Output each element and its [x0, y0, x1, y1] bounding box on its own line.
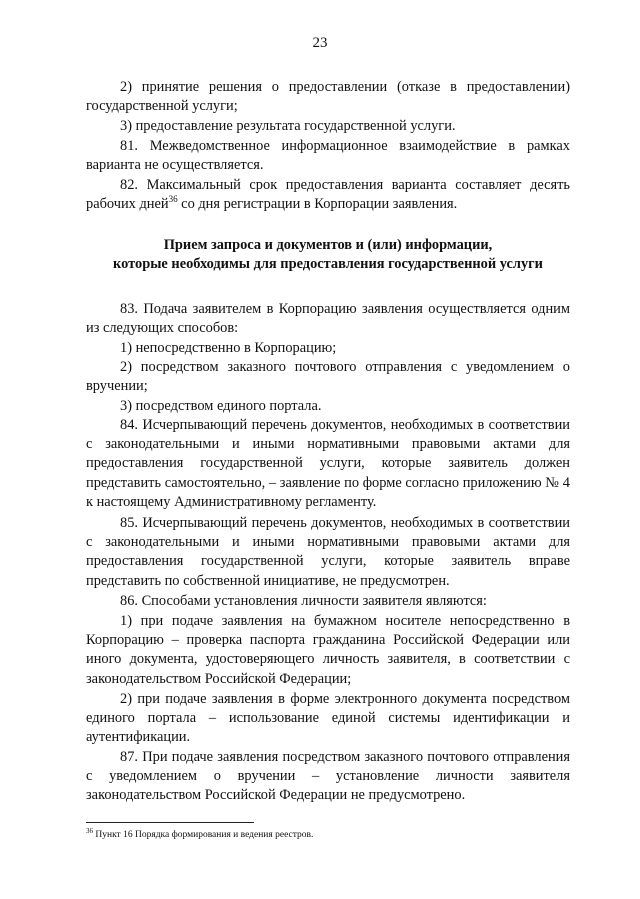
paragraph-86: 86. Способами установления личности заявителя являются: — [120, 593, 487, 609]
footnote — [86, 826, 570, 841]
footnote-divider — [86, 822, 254, 823]
paragraph-identity-2: 2) при подаче заявления в форме электронного документа посредством единого портала – использование единой системы идентификации и аутентификации. — [86, 691, 570, 746]
paragraph-83: 83. Подача заявителем в Корпорацию заявления осуществляется одним из следующих способов: — [86, 301, 570, 337]
section-heading-line-1: Прием запроса и документов и (или) информации, — [163, 237, 493, 253]
paragraph-85: 85. Исчерпывающий перечень документов, необходимых в соответствии с законодательными и иными нормативными правовыми актами для предоставления государственной услуги, которые заявитель вправе представить по собственной инициативе, не предусмотрен. — [86, 515, 570, 589]
footnote-text: Пункт 16 Порядка формирования и ведения реестров. — [93, 830, 314, 840]
paragraph-82-text-end: со дня регистрации в Корпорации заявления. — [177, 196, 458, 213]
paragraph-82-text: 82. Максимальный срок предоставления варианта составляет десять рабочих дней — [86, 177, 570, 213]
paragraph-82 — [86, 176, 570, 214]
footnote-number: 36 — [86, 826, 93, 835]
section-heading — [86, 236, 570, 274]
paragraph-method-3: 3) посредством единого портала. — [120, 398, 322, 414]
paragraph-84: 84. Исчерпывающий перечень документов, необходимых в соответствии с законодательными и иными нормативными правовыми актами для предоставления государственной услуги, которые заявитель должен представить самостоятельно, – заявление по форме согласно приложению № 4 к настоящему Административному регламенту. — [86, 417, 570, 510]
page-number: 23 — [312, 35, 328, 51]
paragraph-81: 81. Межведомственное информационное взаимодействие в рамках варианта не осуществляется. — [86, 138, 570, 174]
paragraph-identity-1: 1) при подаче заявления на бумажном носителе непосредственно в Корпорацию – проверка паспорта гражданина Российской Федерации или иного документа, удостоверяющего личность заявителя, в соответствии с законодательством Российской Федерации; — [86, 613, 570, 687]
paragraph-method-1: 1) непосредственно в Корпорацию; — [120, 340, 337, 356]
paragraph-decision: 2) принятие решения о предоставлении (отказе в предоставлении) государственной услуги; — [86, 79, 570, 115]
paragraph-method-2: 2) посредством заказного почтового отправления с уведомлением о вручении; — [86, 359, 570, 395]
paragraph-87: 87. При подаче заявления посредством заказного почтового отправления с уведомлением о вручении – установление личности заявителя законодательством Российской Федерации не предусмотрено. — [86, 749, 570, 804]
paragraph-result: 3) предоставление результата государственной услуги. — [120, 118, 456, 134]
footnote-reference: 36 — [168, 194, 178, 205]
section-heading-line-2: которые необходимы для предоставления государственной услуги — [113, 256, 543, 273]
